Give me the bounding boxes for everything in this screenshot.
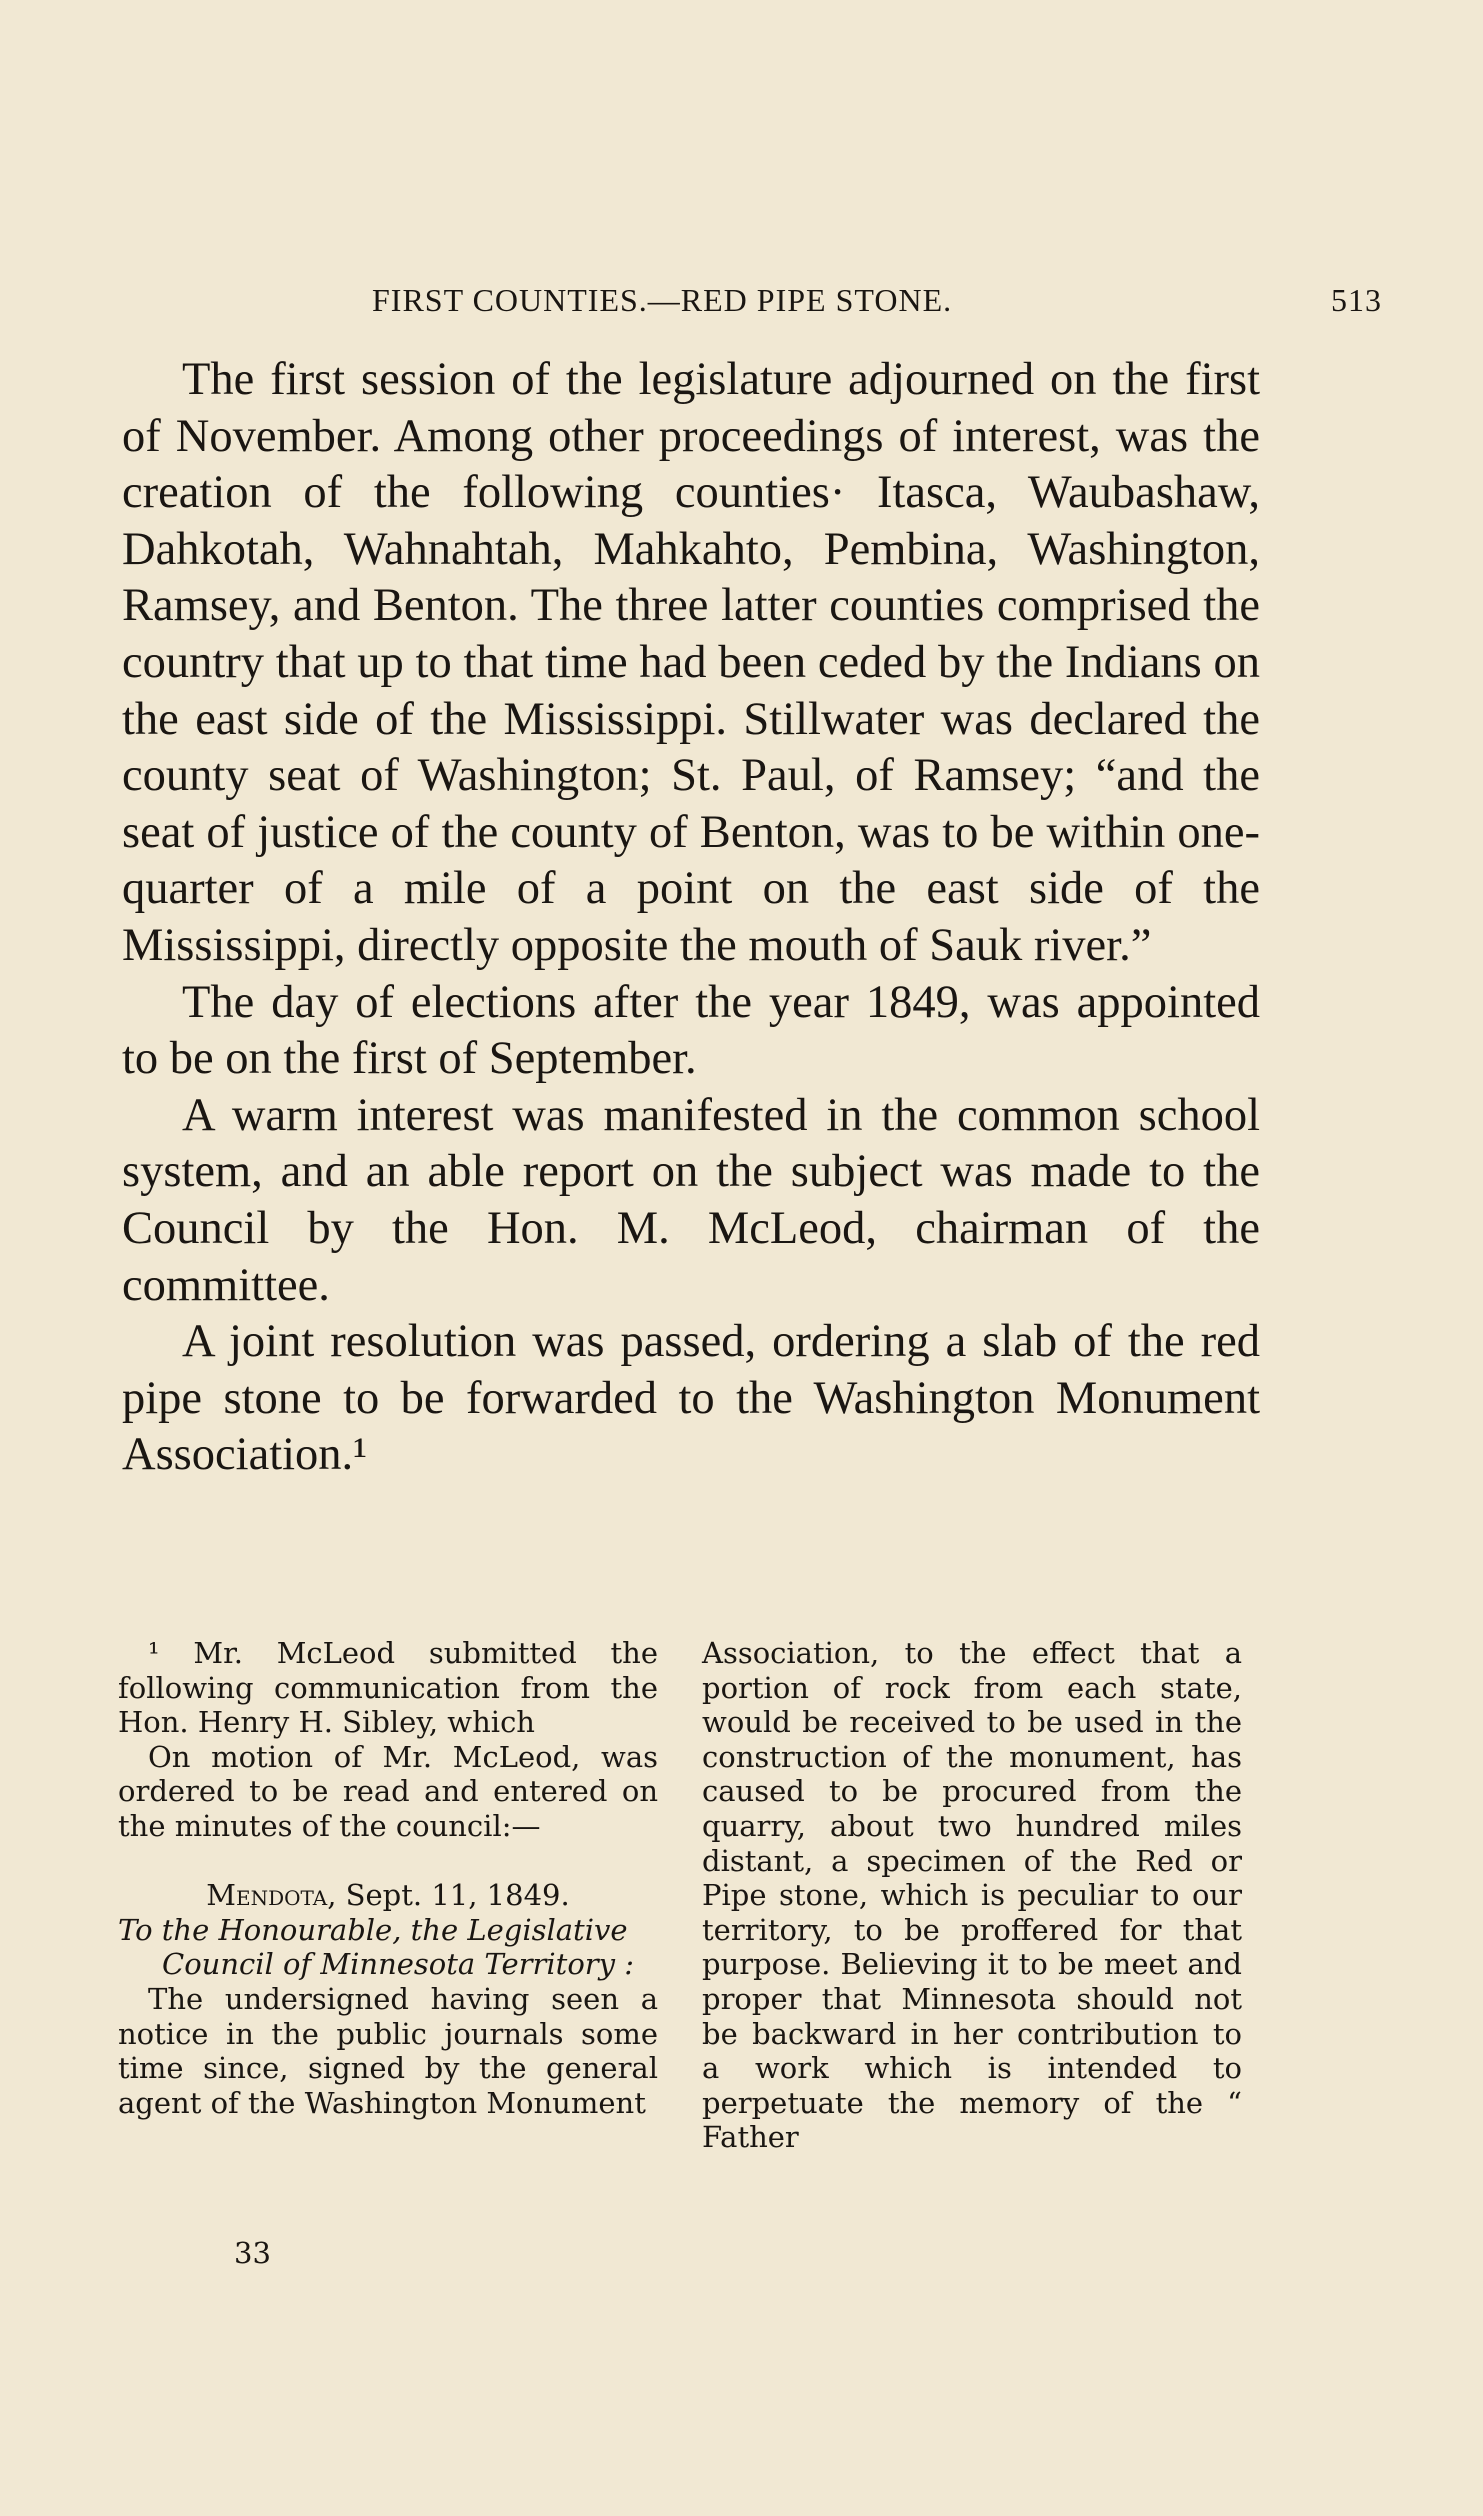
paragraph: The first session of the legislature adjourned on the first of November. Among other proceedings of interest, was the creation of the following counties· Itasca, Waubashaw, Dahkotah, Wahnahtah, Mahkahto, Pembina, Washington, Ramsey, and Benton. The three latter counties comprised the country that up to that time had been ceded by the Indians on the east side of the Mississippi. Stillwater was declared the county seat of Washington; St. Paul, of Ramsey; “and the seat of justice of the county of Benton, was to be within one-quarter of a mile of a point on the east side of the Mississippi, directly opposite the mouth of Sauk river.” (122, 354, 1260, 971)
paragraph: A warm interest was manifested in the common school system, and an able report on the subject was made to the Council by the Hon. M. McLeod, chairman of the committee. (122, 1089, 1260, 1311)
main-text (122, 352, 1260, 1484)
letter-text-left: The undersigned having seen a notice in the public journals some time since, signed by the general agent of the Washington Monument (118, 1981, 658, 2120)
paragraph: The day of elections after the year 1849, was appointed to be on the first of September. (122, 976, 1260, 1085)
paragraph: A joint resolution was passed, ordering a slab of the red pipe stone to be forwarded to the Washington Monument Association.¹ (122, 1316, 1260, 1481)
letter-text-right: Association, to the effect that a portion of rock from each state, would be received to be used in the construction of the monument, has caused to be procured from the quarry, about two hundred miles distant, a specimen of the Red or Pipe stone, which is peculiar to our territory, to be proffered for that purpose. Believing it to be meet and proper that Minnesota should not be backward in her contribution to a work which is intended to perpetuate the memory of the “ Father (702, 1636, 1242, 2155)
signature-mark: 33 (234, 2236, 271, 2270)
page-header (372, 282, 1382, 322)
dateline-date: , Sept. 11, 1849. (327, 1878, 570, 1913)
footnote-motion: On motion of Mr. McLeod, was ordered to be read and entered on the minutes of the council:— (118, 1739, 658, 1843)
letter-address-line2: Council of Minnesota Territory : (162, 1947, 635, 1982)
spacer (118, 1844, 658, 1879)
footnote-right-column (702, 1636, 1242, 2155)
page-number: 513 (1331, 282, 1382, 318)
running-title: FIRST COUNTIES.—RED PIPE STONE. (372, 282, 953, 318)
footnote-left-column (118, 1636, 658, 2120)
footnote-intro: ¹ Mr. McLeod submitted the following communication from the Hon. Henry H. Sibley, which (118, 1636, 658, 1740)
letter-dateline (118, 1878, 658, 1913)
letter-address-line1: To the Honourable, the Legislative (118, 1912, 628, 1947)
dateline-place: Mendota (206, 1878, 328, 1913)
